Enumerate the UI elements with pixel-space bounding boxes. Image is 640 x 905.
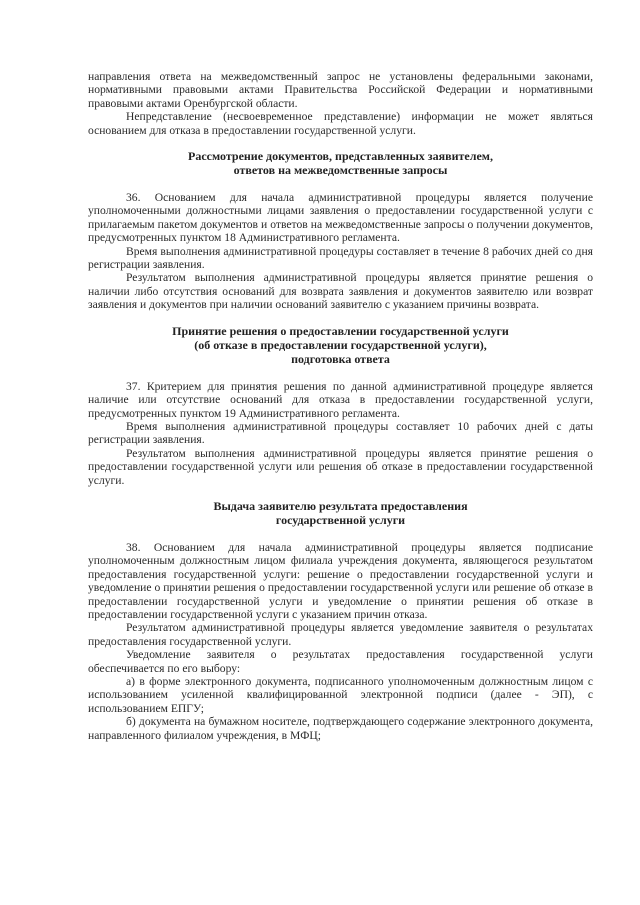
intro-paragraph-1: направления ответа на межведомственный запрос не установлены федеральными законами, нормативными правовыми актами Правительства Российской Федерации и нормативными правовыми актами Оренбургской области. (88, 70, 593, 110)
section2-paragraph-2: Время выполнения административной процедуры составляет 10 рабочих дней с даты регистрации заявления. (88, 419, 593, 447)
section2-heading-line2: (об отказе в предоставлении государственной услуги), (194, 337, 487, 352)
section3-item-b: б) документа на бумажном носителе, подтверждающего содержание электронного документа, направленного филиалом учреждения, в МФЦ; (88, 715, 593, 742)
section1-paragraph-2: Время выполнения административной процедуры составляет в течение 8 рабочих дней со дня регистрации заявления. (88, 244, 593, 272)
section2-heading-line1: Принятие решения о предоставлении государственной услуги (172, 323, 509, 338)
section3-paragraph-3: Уведомление заявителя о результатах предоставления государственной услуги обеспечивается по его выбору: (88, 648, 593, 675)
document-page (88, 70, 593, 742)
section1-paragraph-1: 36. Основанием для начала административной процедуры является получение уполномоченными должностными лицами заявления о предоставлении государственной услуги с прилагаемым пакетом документов и ответов на межведомственные запросы о получении документов, предусмотренных пунктом 18 Административного регламента. (88, 191, 593, 245)
intro-paragraph-2: Непредставление (несвоевременное представление) информации не может являться основанием для отказа в предоставлении государственной услуги. (88, 110, 593, 137)
section3-item-a: а) в форме электронного документа, подписанного уполномоченным должностным лицом с использованием усиленной квалифицированной электронной подписи (далее - ЭП), с использованием ЕПГУ; (88, 675, 593, 715)
section3-heading-line1: Выдача заявителю результата предоставления (213, 498, 468, 513)
section1-heading-line2: ответов на межведомственные запросы (233, 163, 448, 178)
section2-paragraph-3: Результатом выполнения административной процедуры является принятие решения о предоставлении государственной услуги или решения об отказе в предоставлении государственной услуги. (88, 446, 593, 487)
section3-heading-line2: государственной услуги (275, 512, 406, 527)
section1-paragraph-3: Результатом выполнения административной процедуры является принятие решения о наличии либо отсутствия оснований для возврата заявления и документов заявителю или возврат заявления и документов при наличии оснований заявителю с указанием причины возврата. (88, 271, 593, 312)
section2-paragraph-1: 37. Критерием для принятия решения по данной административной процедуре является наличие или отсутствие оснований для отказа в предоставлении государственной услуги, предусмотренных пунктом 19 Административного регламента. (88, 379, 593, 420)
section3-paragraph-1: 38. Основанием для начала административной процедуры является подписание уполномоченным должностным лицом филиала учреждения документа, являющегося результатом предоставления государственной услуги: решение о предоставлении государственной услуги и уведомление о принятии решения о предоставлении государственной услуги или решение об отказе в предоставлении государственной услуги и уведомление о принятии решения об отказе в предоставлении государственной услуги с указанием причин отказа. (88, 540, 593, 621)
section2-heading-line3: подготовка ответа (291, 351, 390, 366)
section1-heading-line1: Рассмотрение документов, представленных заявителем, (188, 149, 493, 164)
section3-paragraph-2: Результатом административной процедуры является уведомление заявителя о результатах предоставления государственной услуги. (88, 621, 593, 648)
